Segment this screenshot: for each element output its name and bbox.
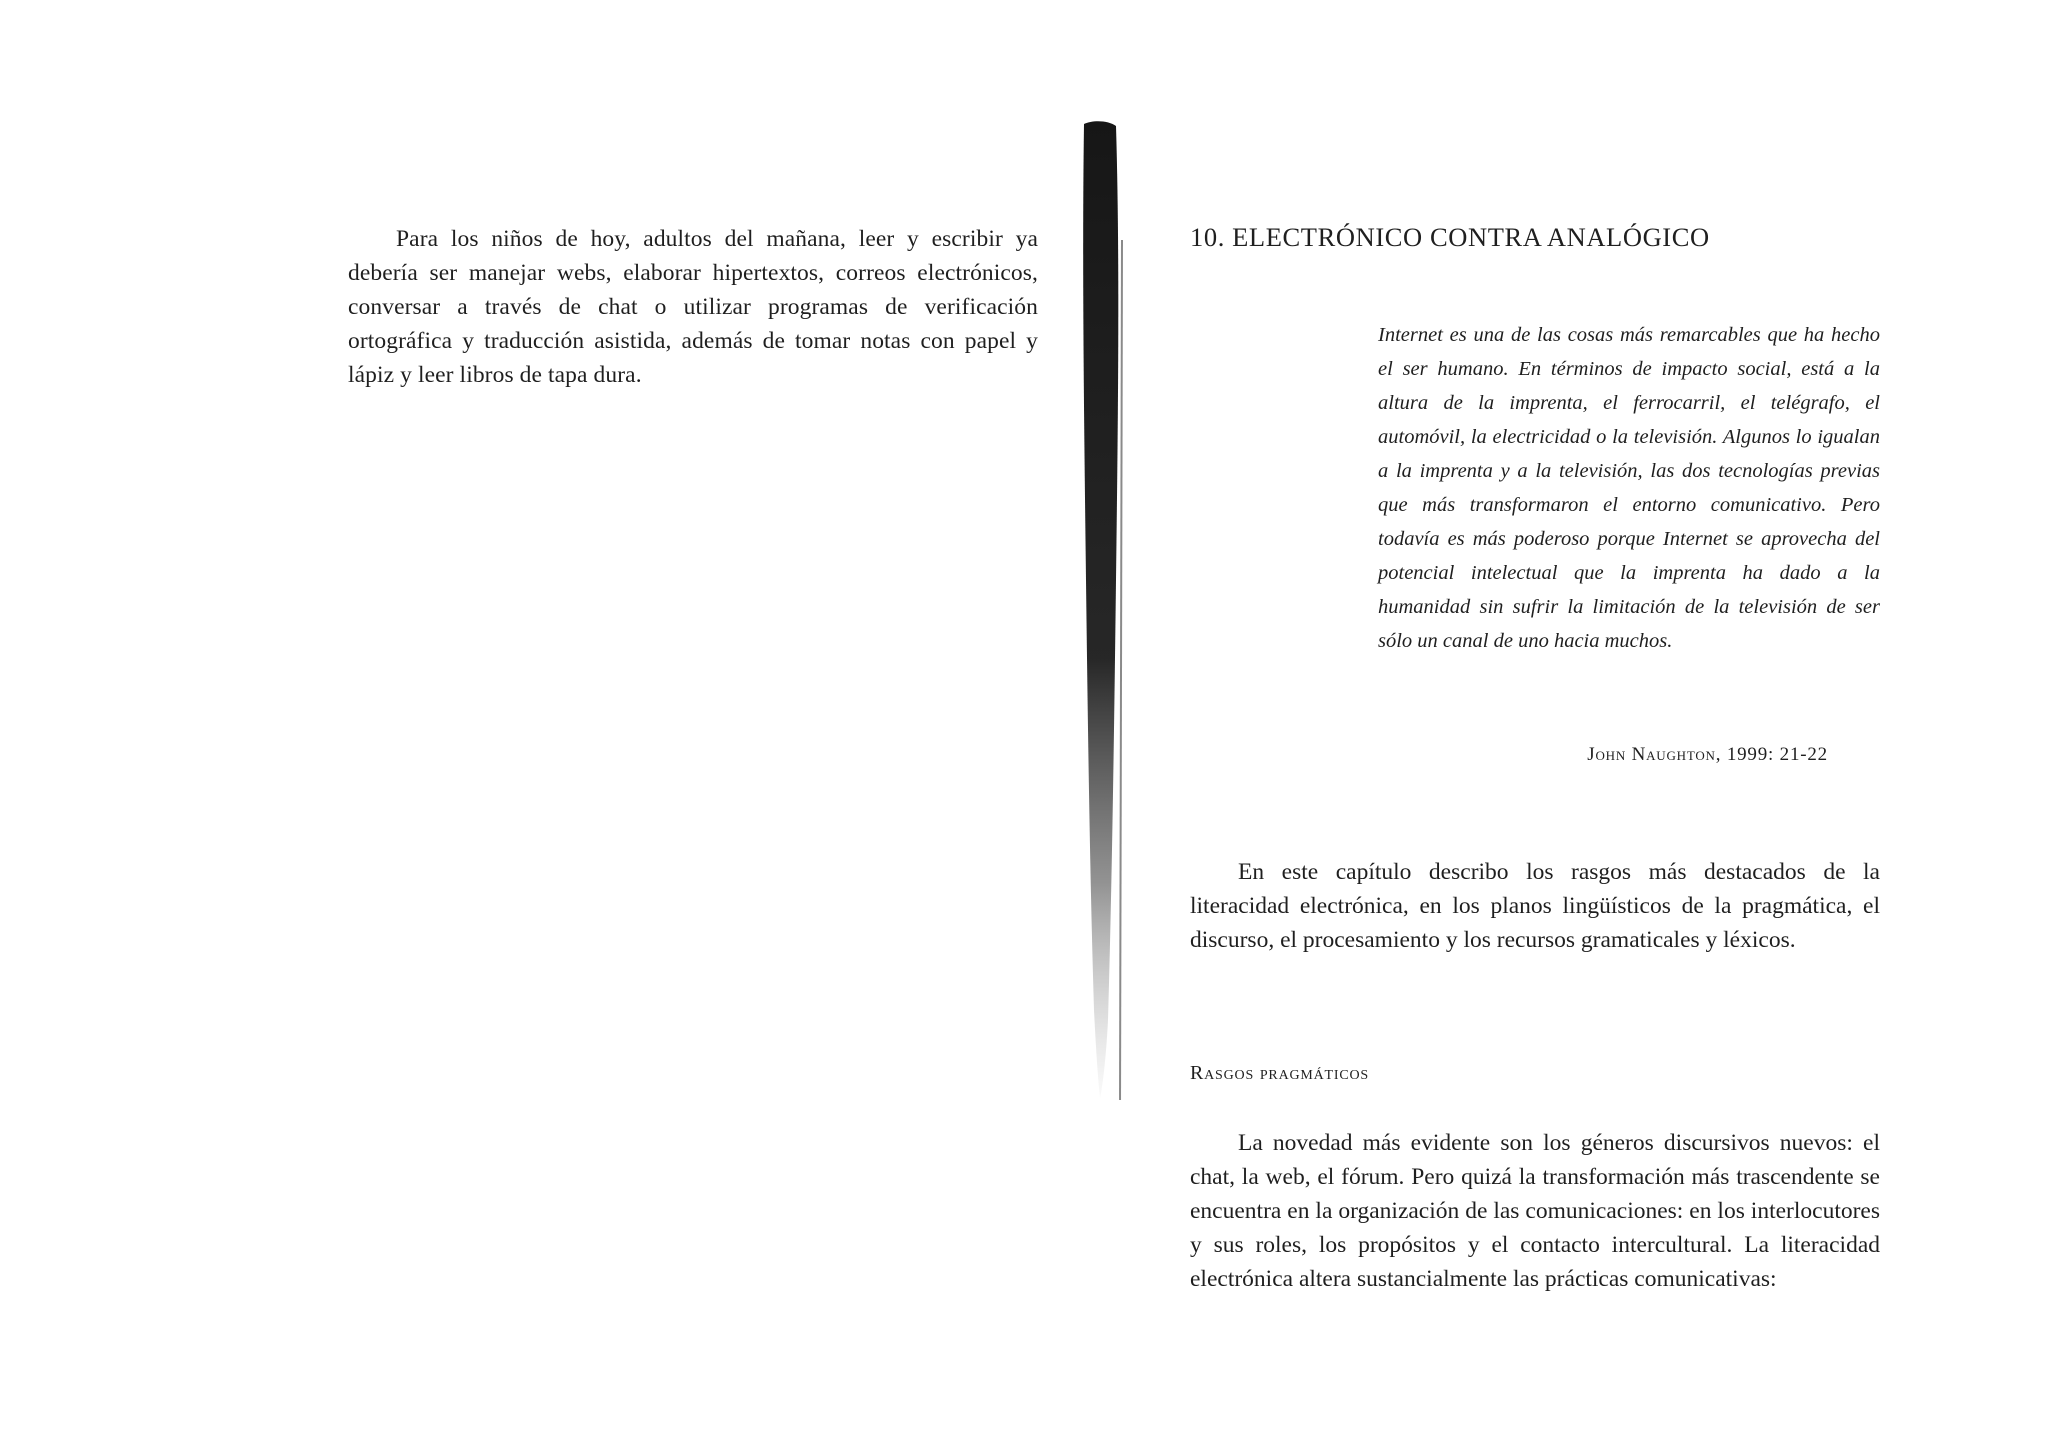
section-paragraph: La novedad más evidente son los géneros discursivos nuevos: el chat, la web, el fórum. Pero quizá la transformación más trascendente se encuentra en la organización de las comunicaciones: en los interlocutores y sus roles, los propósitos y el contacto intercultural. La literacidad electrónica altera sustancialmente las prácticas comunicativas: (1190, 1130, 1880, 1292)
left-page-paragraph: Para los niños de hoy, adultos del mañana, leer y escribir ya debería ser manejar webs, elaborar hipertextos, correos electrónicos, conversar a través de chat o utilizar programas de verificación ortográfica y traducción asistida, además de tomar notas con papel y lápiz y leer libros de tapa dura. (348, 226, 1038, 388)
epigraph-attribution: John Naughton, 1999: 21-22 (1587, 744, 1828, 765)
section-heading: Rasgos pragmáticos (1190, 1062, 1369, 1084)
epigraph-quote: Internet es una de las cosas más remarcables que ha hecho el ser humano. En términos de impacto social, está a la altura de la imprenta, el ferrocarril, el telégrafo, el automóvil, la electricidad o la televisión. Algunos lo igualan a la imprenta y a la televisión, las dos tecnologías previas que más transformaron el entorno comunicativo. Pero todavía es más poderoso porque Internet se aprovecha del potencial intelectual que la imprenta ha dado a la humanidad sin sufrir la limitación de la televisión de ser sólo un canal de uno hacia muchos. (1378, 324, 1880, 652)
chapter-intro-paragraph: En este capítulo describo los rasgos más destacados de la literacidad electrónica, en los planos lingüísticos de la pragmática, el discurso, el procesamiento y los recursos gramaticales y léxicos. (1190, 859, 1880, 953)
chapter-title: 10. ELECTRÓNICO CONTRA ANALÓGICO (1190, 222, 1710, 252)
